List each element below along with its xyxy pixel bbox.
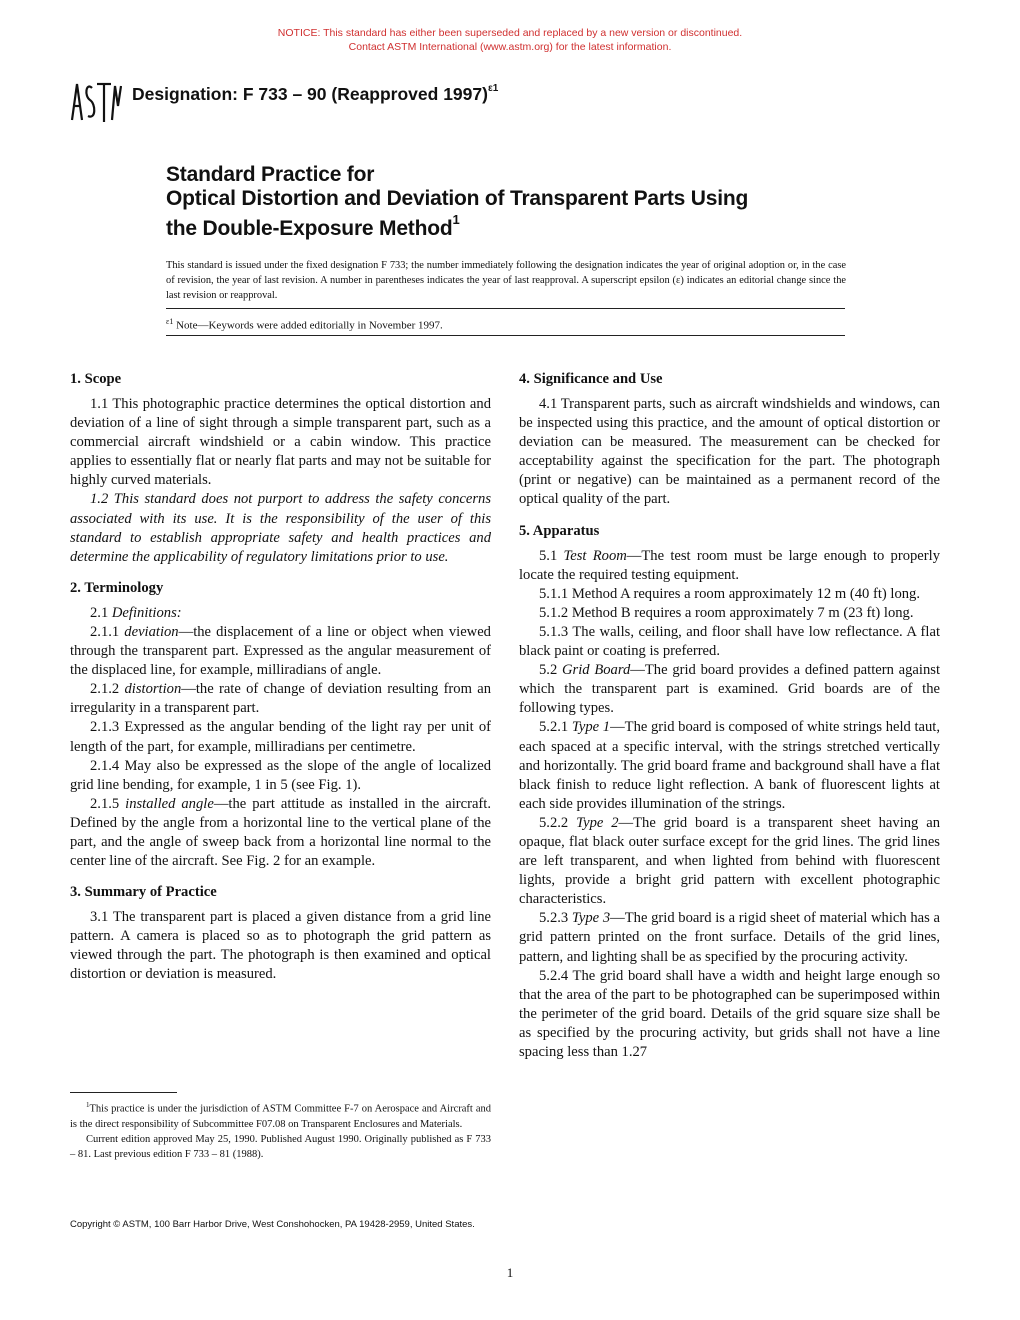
issuance-statement: This standard is issued under the fixed designation F 733; the number immediately following the designation indicates the year of original adoption or, in the case of revision, the year of last revision. A number in parentheses indicates the year of last reapproval. A superscript epsilon (ε) indicates an editorial change since the last revision or reapproval. [166,260,846,301]
para-5-2-2 [519,814,940,909]
divider-top [166,308,845,309]
para-2-1-5-num: 2.1.5 [90,795,126,812]
section-heading-apparatus: 5. Apparatus [519,522,600,539]
para-1-2 [70,490,491,566]
title-footnote-mark: 1 [452,212,460,227]
footnote-1 [70,1098,491,1132]
section-heading-scope: 1. Scope [70,371,122,387]
notice-line-2: Contact ASTM International (www.astm.org) for the latest information. [348,41,672,53]
footnotes [70,1098,491,1162]
astm-logo [68,76,122,126]
para-5-2-1 [519,718,940,813]
notice-line-1: NOTICE: This standard has either been superseded and replaced by a new version or discontinued. [277,27,743,39]
para-1-2-text: 1.2 This standard does not purport to address the safety concerns associated with its use. It is the responsibility of the user of this standard to establish appropriate safety and health practices and determine the applicability of regulatory limitations prior to use. [70,491,491,565]
para-3-1: 3.1 The transparent part is placed a given distance from a grid line pattern. A camera is placed so as to photograph the grid pattern as viewed through the part. The photograph is then examined and optical distortion or deviation is measured. [70,909,491,983]
divider-bottom [166,335,845,336]
copyright: Copyright © ASTM, 100 Barr Harbor Drive, West Conshohocken, PA 19428-2959, United States. [70,1219,475,1230]
para-2-1-4: 2.1.4 May also be expressed as the slope of the angle of localized grid line bending, for example, 1 in 5 (see Fig. 1). [70,757,491,793]
para-2-1-2-term: distortion [124,681,182,698]
editorial-note-sup: ε1 [166,317,174,326]
para-5-2-term: Grid Board [562,662,631,679]
footnote-1-mark: 1 [86,1101,90,1109]
right-column [519,370,940,1062]
para-2-1-2-text: —the rate of change of deviation resulting from an irregularity in a transparent part. [70,681,491,717]
page-number: 1 [506,1265,514,1280]
section-heading-terminology: 2. Terminology [70,579,164,596]
notice-banner [0,26,1020,54]
para-5-2-text: —The grid board provides a defined pattern against which the transparent part is examined. Grid boards are of the following types. [519,662,940,717]
para-2-1-5-text: —the part attitude as installed in the aircraft. Defined by the angle from a horizontal line to the vertical plane of the part, and the angle of sweep back from a horizontal line normal to the center line of the aircraft. See Fig. 2 for an example. [70,795,491,870]
para-2-1 [70,604,491,623]
para-2-1-2-num: 2.1.2 [90,681,125,698]
para-5-2-num: 5.2 [539,662,563,679]
para-5-2-1-text: —The grid board is composed of white strings held taut, each spaced at a specific interval, with the strings stretched vertically and horizontally. The grid board frame and background shall have a flat black finish to reduce light reflection. A bank of fluorescent lights at each side provides illumination of the strings. [519,719,940,812]
editorial-note-text: Note—Keywords were added editorially in November 1997. [176,319,443,332]
para-5-2-1-num: 5.2.1 [539,719,572,736]
title-line-1: Standard Practice for [166,163,375,186]
para-1-1: 1.1 This photographic practice determines the optical distortion and deviation of a line of sight through a simple transparent part, such as a commercial aircraft windshield or a cabin window. This practice applies to essentially flat or nearly flat parts and may not be suitable for highly curved materials. [70,396,491,489]
para-5-1-1: 5.1.1 Method A requires a room approximately 12 m (40 ft) long. [539,585,920,602]
para-5-2-3 [519,909,940,966]
footnote-1-text: This practice is under the jurisdiction of ASTM Committee F-7 on Aerospace and Aircraft and is the direct responsibility of Subcommittee F07.08 on Transparent Enclosures and Materials. [70,1103,491,1130]
para-5-1-num: 5.1 [539,547,564,564]
para-2-1-1-num: 2.1.1 [90,623,125,640]
para-2-1-5 [70,795,491,871]
para-5-1-3: 5.1.3 The walls, ceiling, and floor shall have low reflectance. A flat black paint or coating is preferred. [519,623,940,660]
para-5-2-4: 5.2.4 The grid board shall have a width and height large enough so that the area of the part to be photographed can be superimposed within the perimeter of the grid board. Details of the grid square size shall be as specified by the procuring activity, but grids shall not have a line spacing less than 1.27 [519,967,940,1060]
title-line-3: the Double-Exposure Method [166,217,453,240]
section-heading-significance: 4. Significance and Use [519,371,663,387]
designation-sup: ε1 [487,83,499,95]
para-5-1 [519,547,940,585]
para-5-1-term: Test Room [563,547,627,564]
para-5-2-2-term: Type 2 [576,814,619,831]
para-2-1-2 [70,680,491,718]
para-5-1-2: 5.1.2 Method B requires a room approximately 7 m (23 ft) long. [539,604,914,621]
para-5-2-3-text: —The grid board is a rigid sheet of material which has a grid pattern printed on the front surface. Details of the grid lines, pattern, and lighting shall be as specified by the procuring activity. [519,910,940,965]
editorial-note [166,317,443,332]
para-5-2-3-term: Type 3 [571,910,611,927]
para-2-1-1-term: deviation [124,623,179,640]
para-5-2 [519,661,940,718]
para-2-1-term: Definitions: [111,604,182,621]
designation-text: Designation: F 733 – 90 (Reapproved 1997) [132,84,488,104]
para-2-1-1-text: —the displacement of a line or object when viewed through the transparent part. Expressed as the angular measurement of the displaced line, for example, milliradians of angle. [70,623,491,679]
para-2-1-1 [70,623,491,680]
para-2-1-3: 2.1.3 Expressed as the angular bending of the light ray per unit of length of the part, for example, milliradians per centimetre. [70,719,491,755]
document-title [166,163,866,241]
section-heading-summary: 3. Summary of Practice [70,884,217,901]
designation [132,84,498,105]
para-2-1-num: 2.1 [90,604,112,621]
left-column [70,370,491,985]
para-5-2-3-num: 5.2.3 [539,910,572,927]
footnote-rule [70,1092,177,1093]
para-5-2-2-num: 5.2.2 [539,814,577,831]
para-5-2-1-term: Type 1 [571,719,611,736]
para-4-1: 4.1 Transparent parts, such as aircraft windshields and windows, can be inspected using this practice, and the amount of optical distortion or deviation can be measured. The measurement can be checked for acceptability against the specification for the part. The photograph (print or negative) can be maintained as a permanent record of the optical quality of the part. [519,396,940,508]
para-5-2-2-text: —The grid board is a transparent sheet having an opaque, flat black outer surface except for the grid lines. The grid lines are left transparent, and when lighted from behind with fluorescent lights, provide a bright grid pattern with excellent photographic characteristics. [519,814,940,908]
title-line-2: Optical Distortion and Deviation of Transparent Parts Using [166,187,749,210]
para-2-1-5-term: installed angle [125,795,214,812]
footnote-2: Current edition approved May 25, 1990. Published August 1990. Originally published as F 733 – 81. Last previous edition F 733 – 81 (1988). [70,1133,491,1160]
para-5-1-text: —The test room must be large enough to properly locate the required testing equipment. [519,547,940,583]
logo-text: ASTM [95,125,98,126]
